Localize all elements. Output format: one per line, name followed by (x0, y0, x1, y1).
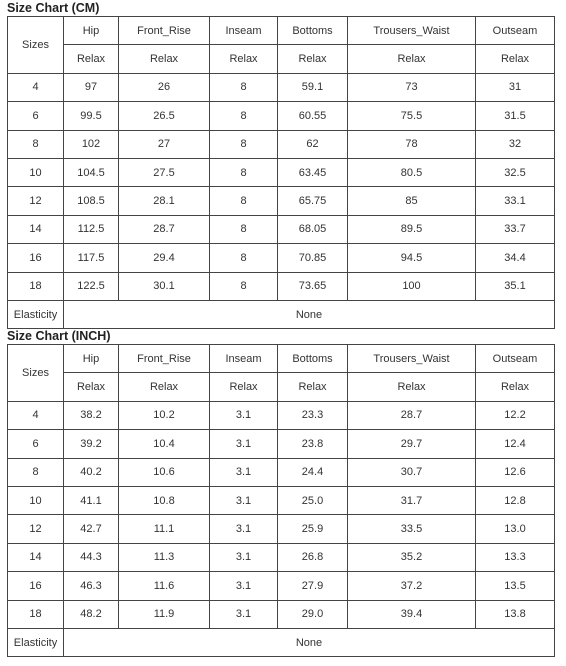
elasticity-label: Elasticity (8, 300, 64, 328)
measurement-cell: 68.05 (278, 215, 348, 243)
measurement-cell: 10.6 (119, 458, 210, 486)
measurement-cell: 3.1 (210, 486, 278, 514)
column-header: Trousers_Waist (348, 345, 476, 373)
measurement-cell: 12.2 (476, 401, 555, 429)
measurement-cell: 3.1 (210, 515, 278, 543)
measurement-cell: 8 (210, 158, 278, 186)
table-row (8, 430, 555, 458)
relax-label: Relax (210, 45, 278, 73)
measurement-cell: 3.1 (210, 401, 278, 429)
relax-label: Relax (348, 373, 476, 401)
measurement-cell: 27.5 (119, 158, 210, 186)
measurement-cell: 25.9 (278, 515, 348, 543)
measurement-cell: 23.3 (278, 401, 348, 429)
measurement-cell: 48.2 (64, 600, 119, 628)
size-cell: 10 (8, 486, 64, 514)
size-chart-inch-table (7, 344, 555, 657)
measurement-cell: 108.5 (64, 187, 119, 215)
measurement-cell: 3.1 (210, 458, 278, 486)
measurement-cell: 10.4 (119, 430, 210, 458)
column-header: Outseam (476, 17, 555, 45)
measurement-cell: 29.0 (278, 600, 348, 628)
column-header: Trousers_Waist (348, 17, 476, 45)
size-cell: 4 (8, 73, 64, 101)
measurement-cell: 23.8 (278, 430, 348, 458)
measurement-cell: 85 (348, 187, 476, 215)
size-cell: 16 (8, 244, 64, 272)
measurement-cell: 117.5 (64, 244, 119, 272)
table-row (8, 244, 555, 272)
measurement-cell: 35.1 (476, 272, 555, 300)
measurement-cell: 30.1 (119, 272, 210, 300)
measurement-cell: 100 (348, 272, 476, 300)
measurement-cell: 25.0 (278, 486, 348, 514)
measurement-cell: 94.5 (348, 244, 476, 272)
measurement-cell: 75.5 (348, 102, 476, 130)
measurement-cell: 34.4 (476, 244, 555, 272)
measurement-cell: 26.8 (278, 543, 348, 571)
size-chart-inch-title: Size Chart (INCH) (7, 329, 111, 343)
measurement-cell: 33.1 (476, 187, 555, 215)
measurement-cell: 32 (476, 130, 555, 158)
measurement-cell: 11.1 (119, 515, 210, 543)
measurement-cell: 60.55 (278, 102, 348, 130)
size-cell: 12 (8, 187, 64, 215)
measurement-cell: 37.2 (348, 572, 476, 600)
relax-label: Relax (119, 45, 210, 73)
table-row (8, 215, 555, 243)
column-header: Outseam (476, 345, 555, 373)
measurement-cell: 35.2 (348, 543, 476, 571)
size-cell: 6 (8, 430, 64, 458)
measurement-cell: 13.0 (476, 515, 555, 543)
measurement-cell: 41.1 (64, 486, 119, 514)
measurement-cell: 102 (64, 130, 119, 158)
measurement-cell: 8 (210, 215, 278, 243)
size-chart-cm-table (7, 16, 555, 329)
measurement-cell: 13.3 (476, 543, 555, 571)
measurement-cell: 8 (210, 244, 278, 272)
measurement-cell: 30.7 (348, 458, 476, 486)
column-header: Bottoms (278, 345, 348, 373)
subheader-row (8, 45, 555, 73)
size-cell: 16 (8, 572, 64, 600)
measurement-cell: 10.8 (119, 486, 210, 514)
table-row (8, 543, 555, 571)
measurement-cell: 99.5 (64, 102, 119, 130)
header-row (8, 17, 555, 45)
header-row (8, 345, 555, 373)
measurement-cell: 44.3 (64, 543, 119, 571)
measurement-cell: 11.3 (119, 543, 210, 571)
column-header: Bottoms (278, 17, 348, 45)
subheader-row (8, 373, 555, 401)
measurement-cell: 73 (348, 73, 476, 101)
measurement-cell: 70.85 (278, 244, 348, 272)
relax-label: Relax (278, 45, 348, 73)
measurement-cell: 8 (210, 102, 278, 130)
table-row (8, 187, 555, 215)
column-header: Inseam (210, 345, 278, 373)
measurement-cell: 32.5 (476, 158, 555, 186)
relax-label: Relax (476, 45, 555, 73)
table-row (8, 486, 555, 514)
size-cell: 14 (8, 543, 64, 571)
measurement-cell: 31.5 (476, 102, 555, 130)
relax-label: Relax (64, 373, 119, 401)
table-row (8, 158, 555, 186)
measurement-cell: 63.45 (278, 158, 348, 186)
size-cell: 18 (8, 600, 64, 628)
measurement-cell: 73.65 (278, 272, 348, 300)
measurement-cell: 27.9 (278, 572, 348, 600)
measurement-cell: 13.8 (476, 600, 555, 628)
elasticity-value: None (64, 628, 555, 656)
measurement-cell: 31.7 (348, 486, 476, 514)
column-header: Inseam (210, 17, 278, 45)
table-row (8, 401, 555, 429)
sizes-header: Sizes (8, 17, 64, 74)
sizes-header: Sizes (8, 345, 64, 402)
table-row (8, 515, 555, 543)
table-row (8, 458, 555, 486)
measurement-cell: 104.5 (64, 158, 119, 186)
measurement-cell: 89.5 (348, 215, 476, 243)
measurement-cell: 65.75 (278, 187, 348, 215)
elasticity-value: None (64, 300, 555, 328)
measurement-cell: 39.2 (64, 430, 119, 458)
measurement-cell: 59.1 (278, 73, 348, 101)
measurement-cell: 26.5 (119, 102, 210, 130)
size-cell: 18 (8, 272, 64, 300)
size-cell: 14 (8, 215, 64, 243)
measurement-cell: 3.1 (210, 572, 278, 600)
relax-label: Relax (210, 373, 278, 401)
measurement-cell: 3.1 (210, 430, 278, 458)
measurement-cell: 12.6 (476, 458, 555, 486)
relax-label: Relax (119, 373, 210, 401)
elasticity-row (8, 628, 555, 656)
relax-label: Relax (348, 45, 476, 73)
measurement-cell: 31 (476, 73, 555, 101)
measurement-cell: 26 (119, 73, 210, 101)
measurement-cell: 24.4 (278, 458, 348, 486)
measurement-cell: 62 (278, 130, 348, 158)
size-cell: 12 (8, 515, 64, 543)
size-cell: 10 (8, 158, 64, 186)
table-row (8, 600, 555, 628)
measurement-cell: 46.3 (64, 572, 119, 600)
measurement-cell: 33.7 (476, 215, 555, 243)
relax-label: Relax (476, 373, 555, 401)
measurement-cell: 8 (210, 272, 278, 300)
size-cell: 6 (8, 102, 64, 130)
size-cell: 8 (8, 458, 64, 486)
column-header: Front_Rise (119, 345, 210, 373)
measurement-cell: 97 (64, 73, 119, 101)
column-header: Hip (64, 345, 119, 373)
measurement-cell: 3.1 (210, 543, 278, 571)
measurement-cell: 122.5 (64, 272, 119, 300)
relax-label: Relax (278, 373, 348, 401)
measurement-cell: 13.5 (476, 572, 555, 600)
measurement-cell: 11.6 (119, 572, 210, 600)
measurement-cell: 33.5 (348, 515, 476, 543)
table-row (8, 130, 555, 158)
measurement-cell: 78 (348, 130, 476, 158)
measurement-cell: 8 (210, 187, 278, 215)
measurement-cell: 3.1 (210, 600, 278, 628)
measurement-cell: 29.4 (119, 244, 210, 272)
size-chart-cm-title: Size Chart (CM) (7, 1, 100, 15)
measurement-cell: 29.7 (348, 430, 476, 458)
column-header: Front_Rise (119, 17, 210, 45)
measurement-cell: 12.4 (476, 430, 555, 458)
measurement-cell: 40.2 (64, 458, 119, 486)
measurement-cell: 11.9 (119, 600, 210, 628)
size-cell: 4 (8, 401, 64, 429)
measurement-cell: 42.7 (64, 515, 119, 543)
size-cell: 8 (8, 130, 64, 158)
table-row (8, 73, 555, 101)
measurement-cell: 28.1 (119, 187, 210, 215)
table-row (8, 572, 555, 600)
measurement-cell: 28.7 (348, 401, 476, 429)
measurement-cell: 112.5 (64, 215, 119, 243)
measurement-cell: 38.2 (64, 401, 119, 429)
measurement-cell: 12.8 (476, 486, 555, 514)
measurement-cell: 39.4 (348, 600, 476, 628)
measurement-cell: 28.7 (119, 215, 210, 243)
elasticity-row (8, 300, 555, 328)
measurement-cell: 27 (119, 130, 210, 158)
column-header: Hip (64, 17, 119, 45)
elasticity-label: Elasticity (8, 628, 64, 656)
relax-label: Relax (64, 45, 119, 73)
measurement-cell: 10.2 (119, 401, 210, 429)
measurement-cell: 8 (210, 130, 278, 158)
table-row (8, 102, 555, 130)
measurement-cell: 8 (210, 73, 278, 101)
measurement-cell: 80.5 (348, 158, 476, 186)
table-row (8, 272, 555, 300)
